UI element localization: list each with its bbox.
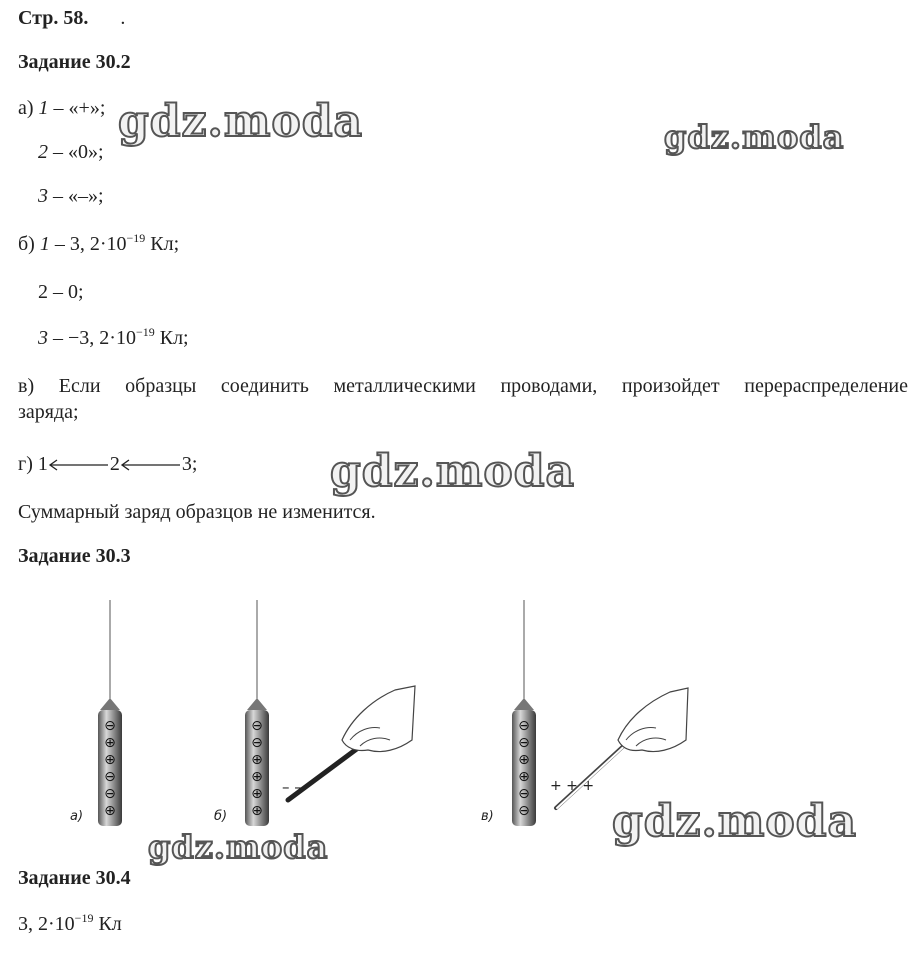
stick-c-charges: + + + [550,778,595,794]
sample-c [481,600,688,826]
charge-sign: ⊖ [104,718,116,734]
answer-a-line-3: 3 – «–»; [38,185,104,207]
hand-c [618,688,688,752]
charge-sign: ⊕ [251,786,263,802]
sample-a-charges [104,718,116,819]
watermark: gdz.moda [664,118,845,156]
charge-sign: ⊕ [104,752,116,768]
task-30-4-answer: 3, $2\cdot 10^{-19}$ Кл [18,911,122,935]
label-b: б) [214,809,228,824]
left-arrow-icon [48,458,110,472]
task-30-4-heading: Задание 30.4 [18,867,131,889]
answer-v-line-2: заряда; [18,401,79,423]
charge-sign: ⊕ [251,803,263,819]
sample-b-charges [251,718,263,819]
answer-g: г) 1 2 3; [18,453,198,475]
charge-sign: ⊖ [518,786,530,802]
label-a: а) [70,809,84,824]
stick-b-charges: – – [282,778,302,796]
answer-a-line-1: а) 1 – «+»; [18,97,106,119]
task-30-2-heading: Задание 30.2 [18,51,131,73]
charge-sign: ⊕ [251,752,263,768]
hand-b [342,686,415,752]
answer-v-line-1: в) Если образцы соединить металлическими проводами, произойдет перераспределение [18,375,908,397]
charge-sign: ⊖ [518,803,530,819]
charge-sign: ⊕ [518,752,530,768]
watermark: gdz.moda [148,828,329,866]
label-c: в) [481,809,494,824]
watermark: gdz.moda [612,796,858,847]
charge-sign: ⊕ [104,735,116,751]
left-arrow-icon [120,458,182,472]
charge-sign: ⊕ [104,803,116,819]
page-number: Стр. 58. . [18,7,126,29]
charge-sign: ⊖ [251,735,263,751]
charge-sign: ⊕ [251,769,263,785]
sample-a [70,600,122,826]
sample-b [214,600,415,826]
charge-sign: ⊖ [104,769,116,785]
answer-b-line-2: 2 – 0; [38,281,84,303]
charge-sign: ⊕ [518,769,530,785]
answer-a-line-2: 2 – «0»; [38,141,104,163]
answer-b-line-1: б) 1 – 3, $2\cdot 10^{-19}$ Кл; [18,231,180,255]
watermark: gdz.moda [118,96,364,147]
charge-sign: ⊖ [518,735,530,751]
charge-sign: ⊖ [104,786,116,802]
charge-sign: ⊖ [251,718,263,734]
total-charge-text: Суммарный заряд образцов не изменится. [18,501,376,523]
sample-c-charges [518,718,530,819]
task-30-3-heading: Задание 30.3 [18,545,131,567]
watermark: gdz.moda [330,446,576,497]
charge-sign: ⊖ [518,718,530,734]
answer-b-line-3: 3 – −3, $2\cdot 10^{-19}$ Кл; [38,325,189,349]
